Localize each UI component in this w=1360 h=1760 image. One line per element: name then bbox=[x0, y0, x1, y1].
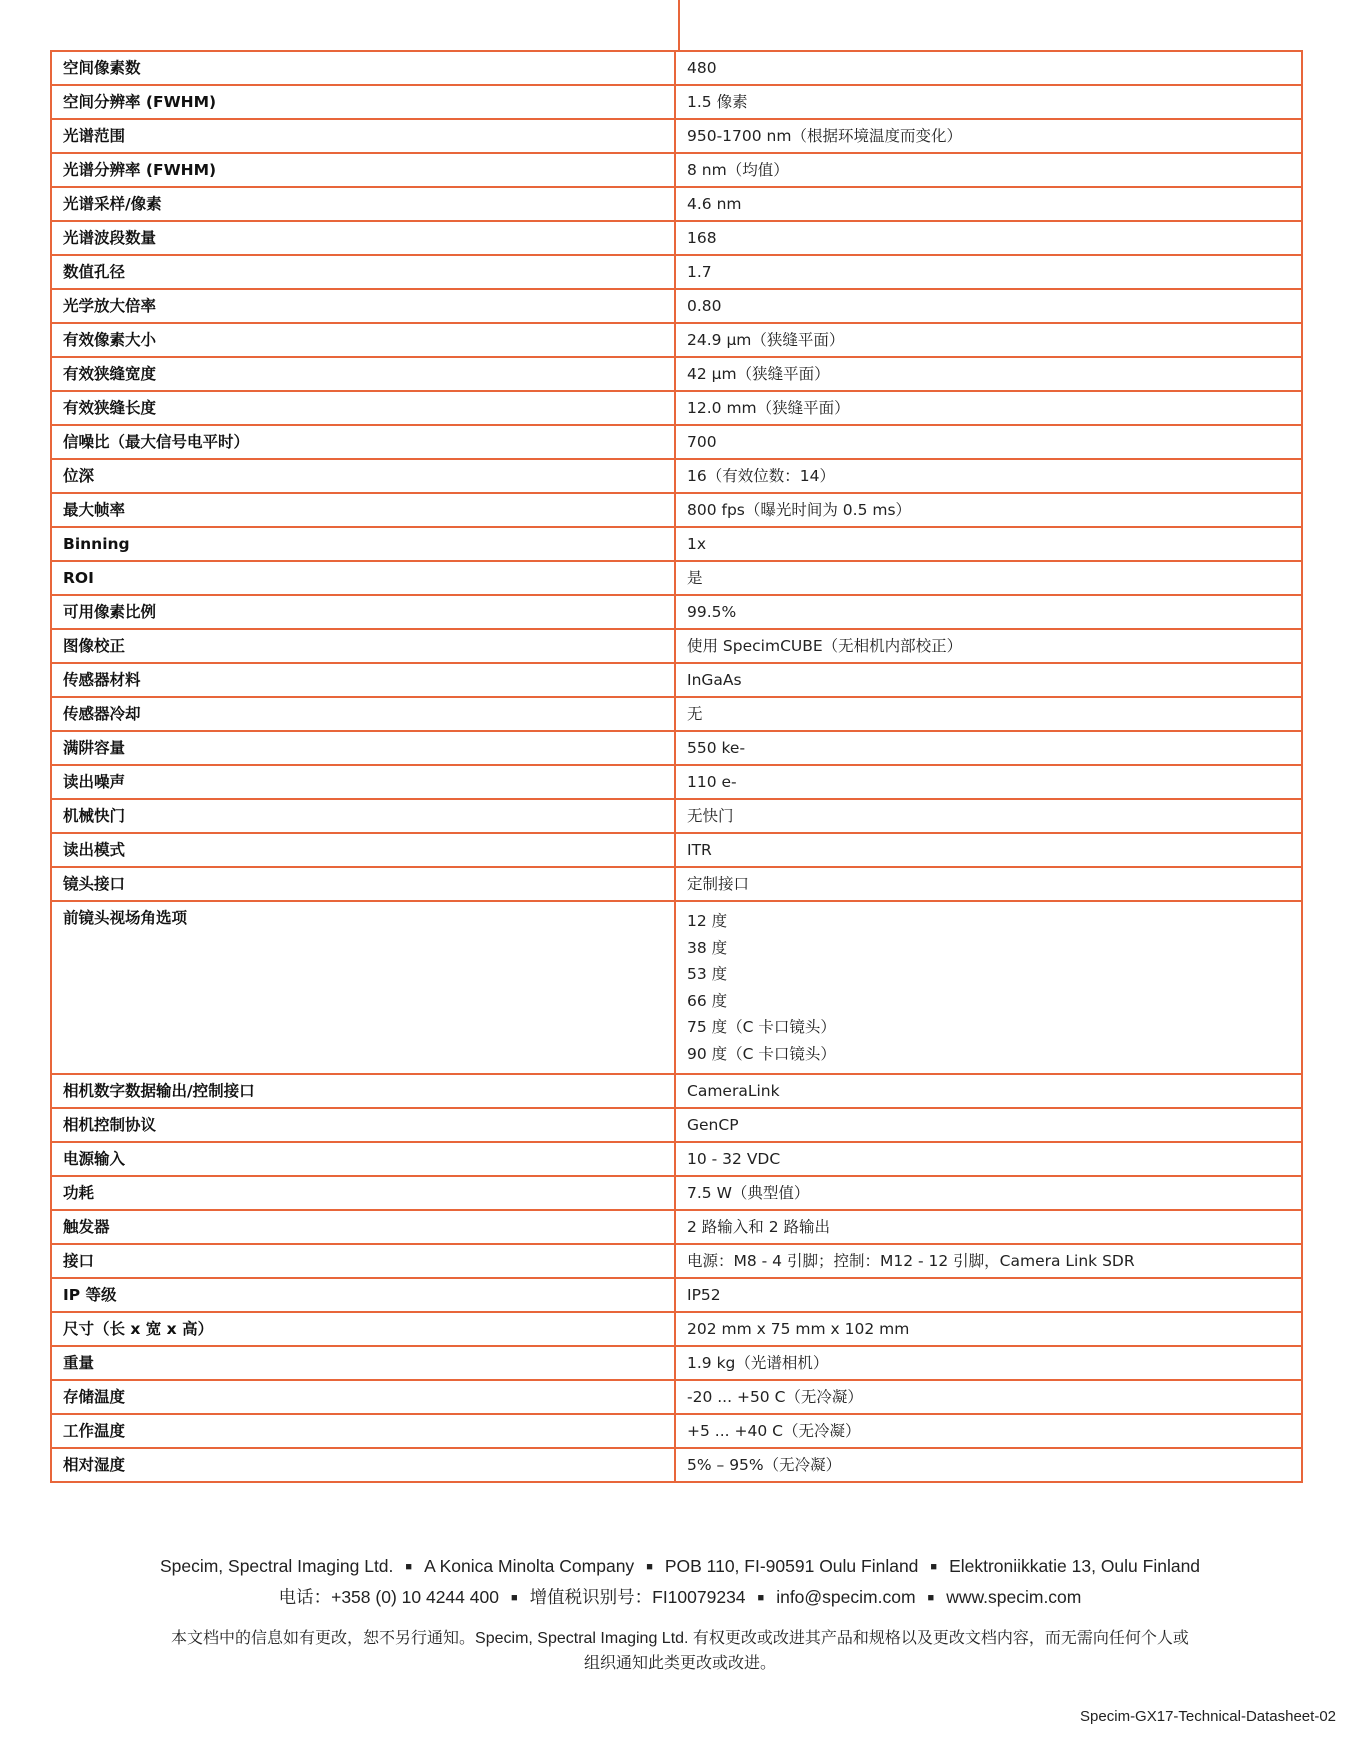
spec-value: InGaAs bbox=[675, 663, 1302, 697]
spec-value: 24.9 µm（狭缝平面） bbox=[675, 323, 1302, 357]
footer-separator: ■ bbox=[510, 1592, 518, 1605]
footer-website-link[interactable]: www.specim.com bbox=[946, 1587, 1082, 1607]
footer-separator: ■ bbox=[646, 1561, 653, 1574]
fov-option: 12 度 bbox=[687, 912, 728, 930]
spec-label: ROI bbox=[51, 561, 675, 595]
spec-value: 700 bbox=[675, 425, 1302, 459]
spec-row bbox=[51, 1074, 1302, 1108]
spec-row bbox=[51, 425, 1302, 459]
spec-row bbox=[51, 1448, 1302, 1482]
footer-street: Elektroniikkatie 13, Oulu Finland bbox=[949, 1556, 1201, 1576]
spec-table bbox=[50, 50, 1303, 1483]
spec-value: 7.5 W（典型值） bbox=[675, 1176, 1302, 1210]
spec-row bbox=[51, 1108, 1302, 1142]
spec-row bbox=[51, 527, 1302, 561]
spec-row-fov bbox=[51, 901, 1302, 1074]
spec-label: 功耗 bbox=[51, 1176, 675, 1210]
spec-row bbox=[51, 867, 1302, 901]
spec-value: 是 bbox=[675, 561, 1302, 595]
spec-value: 16（有效位数：14） bbox=[675, 459, 1302, 493]
spec-value: 定制接口 bbox=[675, 867, 1302, 901]
spec-row bbox=[51, 153, 1302, 187]
fov-options-list bbox=[675, 901, 1302, 1074]
fov-option: 53 度 bbox=[687, 965, 728, 983]
spec-value: 168 bbox=[675, 221, 1302, 255]
spec-value: GenCP bbox=[675, 1108, 1302, 1142]
spec-label: 位深 bbox=[51, 459, 675, 493]
footer-pob: POB 110, FI-90591 Oulu Finland bbox=[664, 1556, 919, 1576]
spec-value: 0.80 bbox=[675, 289, 1302, 323]
spec-value: +5 ... +40 C（无冷凝） bbox=[675, 1414, 1302, 1448]
spec-label: 读出噪声 bbox=[51, 765, 675, 799]
spec-label: 传感器材料 bbox=[51, 663, 675, 697]
fov-option: 66 度 bbox=[687, 991, 728, 1010]
spec-value: 480 bbox=[675, 51, 1302, 85]
spec-label: Binning bbox=[51, 527, 675, 561]
footer-parent-company: A Konica Minolta Company bbox=[424, 1556, 635, 1576]
spec-row bbox=[51, 1244, 1302, 1278]
spec-value: 4.6 nm bbox=[675, 187, 1302, 221]
spec-value: 202 mm x 75 mm x 102 mm bbox=[675, 1312, 1302, 1346]
spec-row bbox=[51, 833, 1302, 867]
spec-row bbox=[51, 1278, 1302, 1312]
spec-row bbox=[51, 1176, 1302, 1210]
footer-separator: ■ bbox=[930, 1561, 938, 1574]
spec-label: 相机控制协议 bbox=[51, 1108, 675, 1142]
spec-row bbox=[51, 629, 1302, 663]
footer-vat: 增值税识别号：FI10079234 bbox=[529, 1587, 746, 1607]
spec-row bbox=[51, 289, 1302, 323]
spec-value: 5% – 95%（无冷凝） bbox=[675, 1448, 1302, 1482]
spec-row bbox=[51, 493, 1302, 527]
spec-label: 有效狭缝长度 bbox=[51, 391, 675, 425]
spec-row bbox=[51, 119, 1302, 153]
footer-disclaimer-line-1: 本文档中的信息如有更改，恕不另行通知。Specim, Spectral Imaging Ltd. 有权更改或改进其产品和规格以及更改文档内容，而无需向任何个人或 bbox=[171, 1630, 1189, 1647]
spec-label: 传感器冷却 bbox=[51, 697, 675, 731]
spec-label: 数值孔径 bbox=[51, 255, 675, 289]
spec-value: -20 ... +50 C（无冷凝） bbox=[675, 1380, 1302, 1414]
spec-value: 12.0 mm（狭缝平面） bbox=[675, 391, 1302, 425]
footer-disclaimer-line-2: 组织通知此类更改或改进。 bbox=[583, 1655, 776, 1672]
spec-row bbox=[51, 799, 1302, 833]
spec-row bbox=[51, 1414, 1302, 1448]
spec-label: 电源输入 bbox=[51, 1142, 675, 1176]
spec-value: ITR bbox=[675, 833, 1302, 867]
spec-label: 接口 bbox=[51, 1244, 675, 1278]
fov-option: 90 度（C 卡口镜头） bbox=[687, 1044, 836, 1063]
footer-contact-line bbox=[0, 1584, 1360, 1609]
spec-label: 满阱容量 bbox=[51, 731, 675, 765]
spec-row bbox=[51, 1346, 1302, 1380]
spec-row bbox=[51, 1142, 1302, 1176]
footer-phone: 电话：+358 (0) 10 4244 400 bbox=[278, 1587, 499, 1607]
spec-label: 空间像素数 bbox=[51, 51, 675, 85]
spec-value: 1.7 bbox=[675, 255, 1302, 289]
spec-label: 相对湿度 bbox=[51, 1448, 675, 1482]
document-id: Specim-GX17-Technical-Datasheet-02 bbox=[1080, 1708, 1336, 1725]
spec-table-body bbox=[51, 51, 1302, 1482]
spec-row bbox=[51, 187, 1302, 221]
spec-value: 99.5% bbox=[675, 595, 1302, 629]
spec-row bbox=[51, 595, 1302, 629]
footer-separator: ■ bbox=[927, 1592, 935, 1605]
fov-option: 38 度 bbox=[687, 938, 728, 957]
spec-value: 110 e- bbox=[675, 765, 1302, 799]
spec-value: 无 bbox=[675, 697, 1302, 731]
spec-value: 800 fps（曝光时间为 0.5 ms） bbox=[675, 493, 1302, 527]
spec-row bbox=[51, 391, 1302, 425]
spec-label: 信噪比（最大信号电平时） bbox=[51, 425, 675, 459]
spec-row bbox=[51, 51, 1302, 85]
spec-label: 光谱波段数量 bbox=[51, 221, 675, 255]
spec-row bbox=[51, 255, 1302, 289]
footer-email-link[interactable]: info@specim.com bbox=[776, 1587, 916, 1607]
spec-label: 图像校正 bbox=[51, 629, 675, 663]
spec-row bbox=[51, 561, 1302, 595]
spec-label: 重量 bbox=[51, 1346, 675, 1380]
spec-label: 光谱采样/像素 bbox=[51, 187, 675, 221]
top-divider-line bbox=[678, 0, 680, 50]
spec-row bbox=[51, 1210, 1302, 1244]
footer-separator: ■ bbox=[405, 1561, 413, 1574]
spec-label: 触发器 bbox=[51, 1210, 675, 1244]
spec-row bbox=[51, 85, 1302, 119]
spec-label: 光谱分辨率 (FWHM) bbox=[51, 153, 675, 187]
spec-label: 前镜头视场角选项 bbox=[51, 901, 675, 1074]
spec-value: 1.5 像素 bbox=[675, 85, 1302, 119]
spec-row bbox=[51, 1380, 1302, 1414]
spec-row bbox=[51, 697, 1302, 731]
spec-label: 可用像素比例 bbox=[51, 595, 675, 629]
spec-row bbox=[51, 323, 1302, 357]
spec-value: CameraLink bbox=[675, 1074, 1302, 1108]
spec-value: 使用 SpecimCUBE（无相机内部校正） bbox=[675, 629, 1302, 663]
spec-row bbox=[51, 459, 1302, 493]
spec-label: 光学放大倍率 bbox=[51, 289, 675, 323]
spec-value: 1x bbox=[675, 527, 1302, 561]
spec-row bbox=[51, 731, 1302, 765]
spec-row bbox=[51, 357, 1302, 391]
spec-value: 10 - 32 VDC bbox=[675, 1142, 1302, 1176]
spec-label: 机械快门 bbox=[51, 799, 675, 833]
spec-row bbox=[51, 221, 1302, 255]
spec-label: 光谱范围 bbox=[51, 119, 675, 153]
spec-value: 8 nm（均值） bbox=[675, 153, 1302, 187]
spec-value: 950-1700 nm（根据环境温度而变化） bbox=[675, 119, 1302, 153]
spec-row bbox=[51, 663, 1302, 697]
fov-option: 75 度（C 卡口镜头） bbox=[687, 1018, 836, 1036]
spec-label: 尺寸（长 x 宽 x 高） bbox=[51, 1312, 675, 1346]
spec-value: 电源：M8 - 4 引脚；控制：M12 - 12 引脚，Camera Link SDR bbox=[675, 1244, 1302, 1278]
spec-value: IP52 bbox=[675, 1278, 1302, 1312]
spec-label: 有效像素大小 bbox=[51, 323, 675, 357]
footer-company: Specim, Spectral Imaging Ltd. bbox=[159, 1556, 394, 1576]
spec-label: 读出模式 bbox=[51, 833, 675, 867]
spec-row bbox=[51, 1312, 1302, 1346]
spec-label: 空间分辨率 (FWHM) bbox=[51, 85, 675, 119]
footer-address-line bbox=[0, 1556, 1360, 1577]
spec-value: 2 路输入和 2 路输出 bbox=[675, 1210, 1302, 1244]
spec-value: 42 µm（狭缝平面） bbox=[675, 357, 1302, 391]
spec-label: 最大帧率 bbox=[51, 493, 675, 527]
spec-label: 工作温度 bbox=[51, 1414, 675, 1448]
spec-row bbox=[51, 765, 1302, 799]
spec-label: 相机数字数据输出/控制接口 bbox=[51, 1074, 675, 1108]
spec-value: 无快门 bbox=[675, 799, 1302, 833]
footer-separator: ■ bbox=[757, 1592, 765, 1605]
spec-label: 镜头接口 bbox=[51, 867, 675, 901]
spec-value: 550 ke- bbox=[675, 731, 1302, 765]
spec-value: 1.9 kg（光谱相机） bbox=[675, 1346, 1302, 1380]
spec-label: IP 等级 bbox=[51, 1278, 675, 1312]
spec-label: 存储温度 bbox=[51, 1380, 675, 1414]
spec-label: 有效狭缝宽度 bbox=[51, 357, 675, 391]
